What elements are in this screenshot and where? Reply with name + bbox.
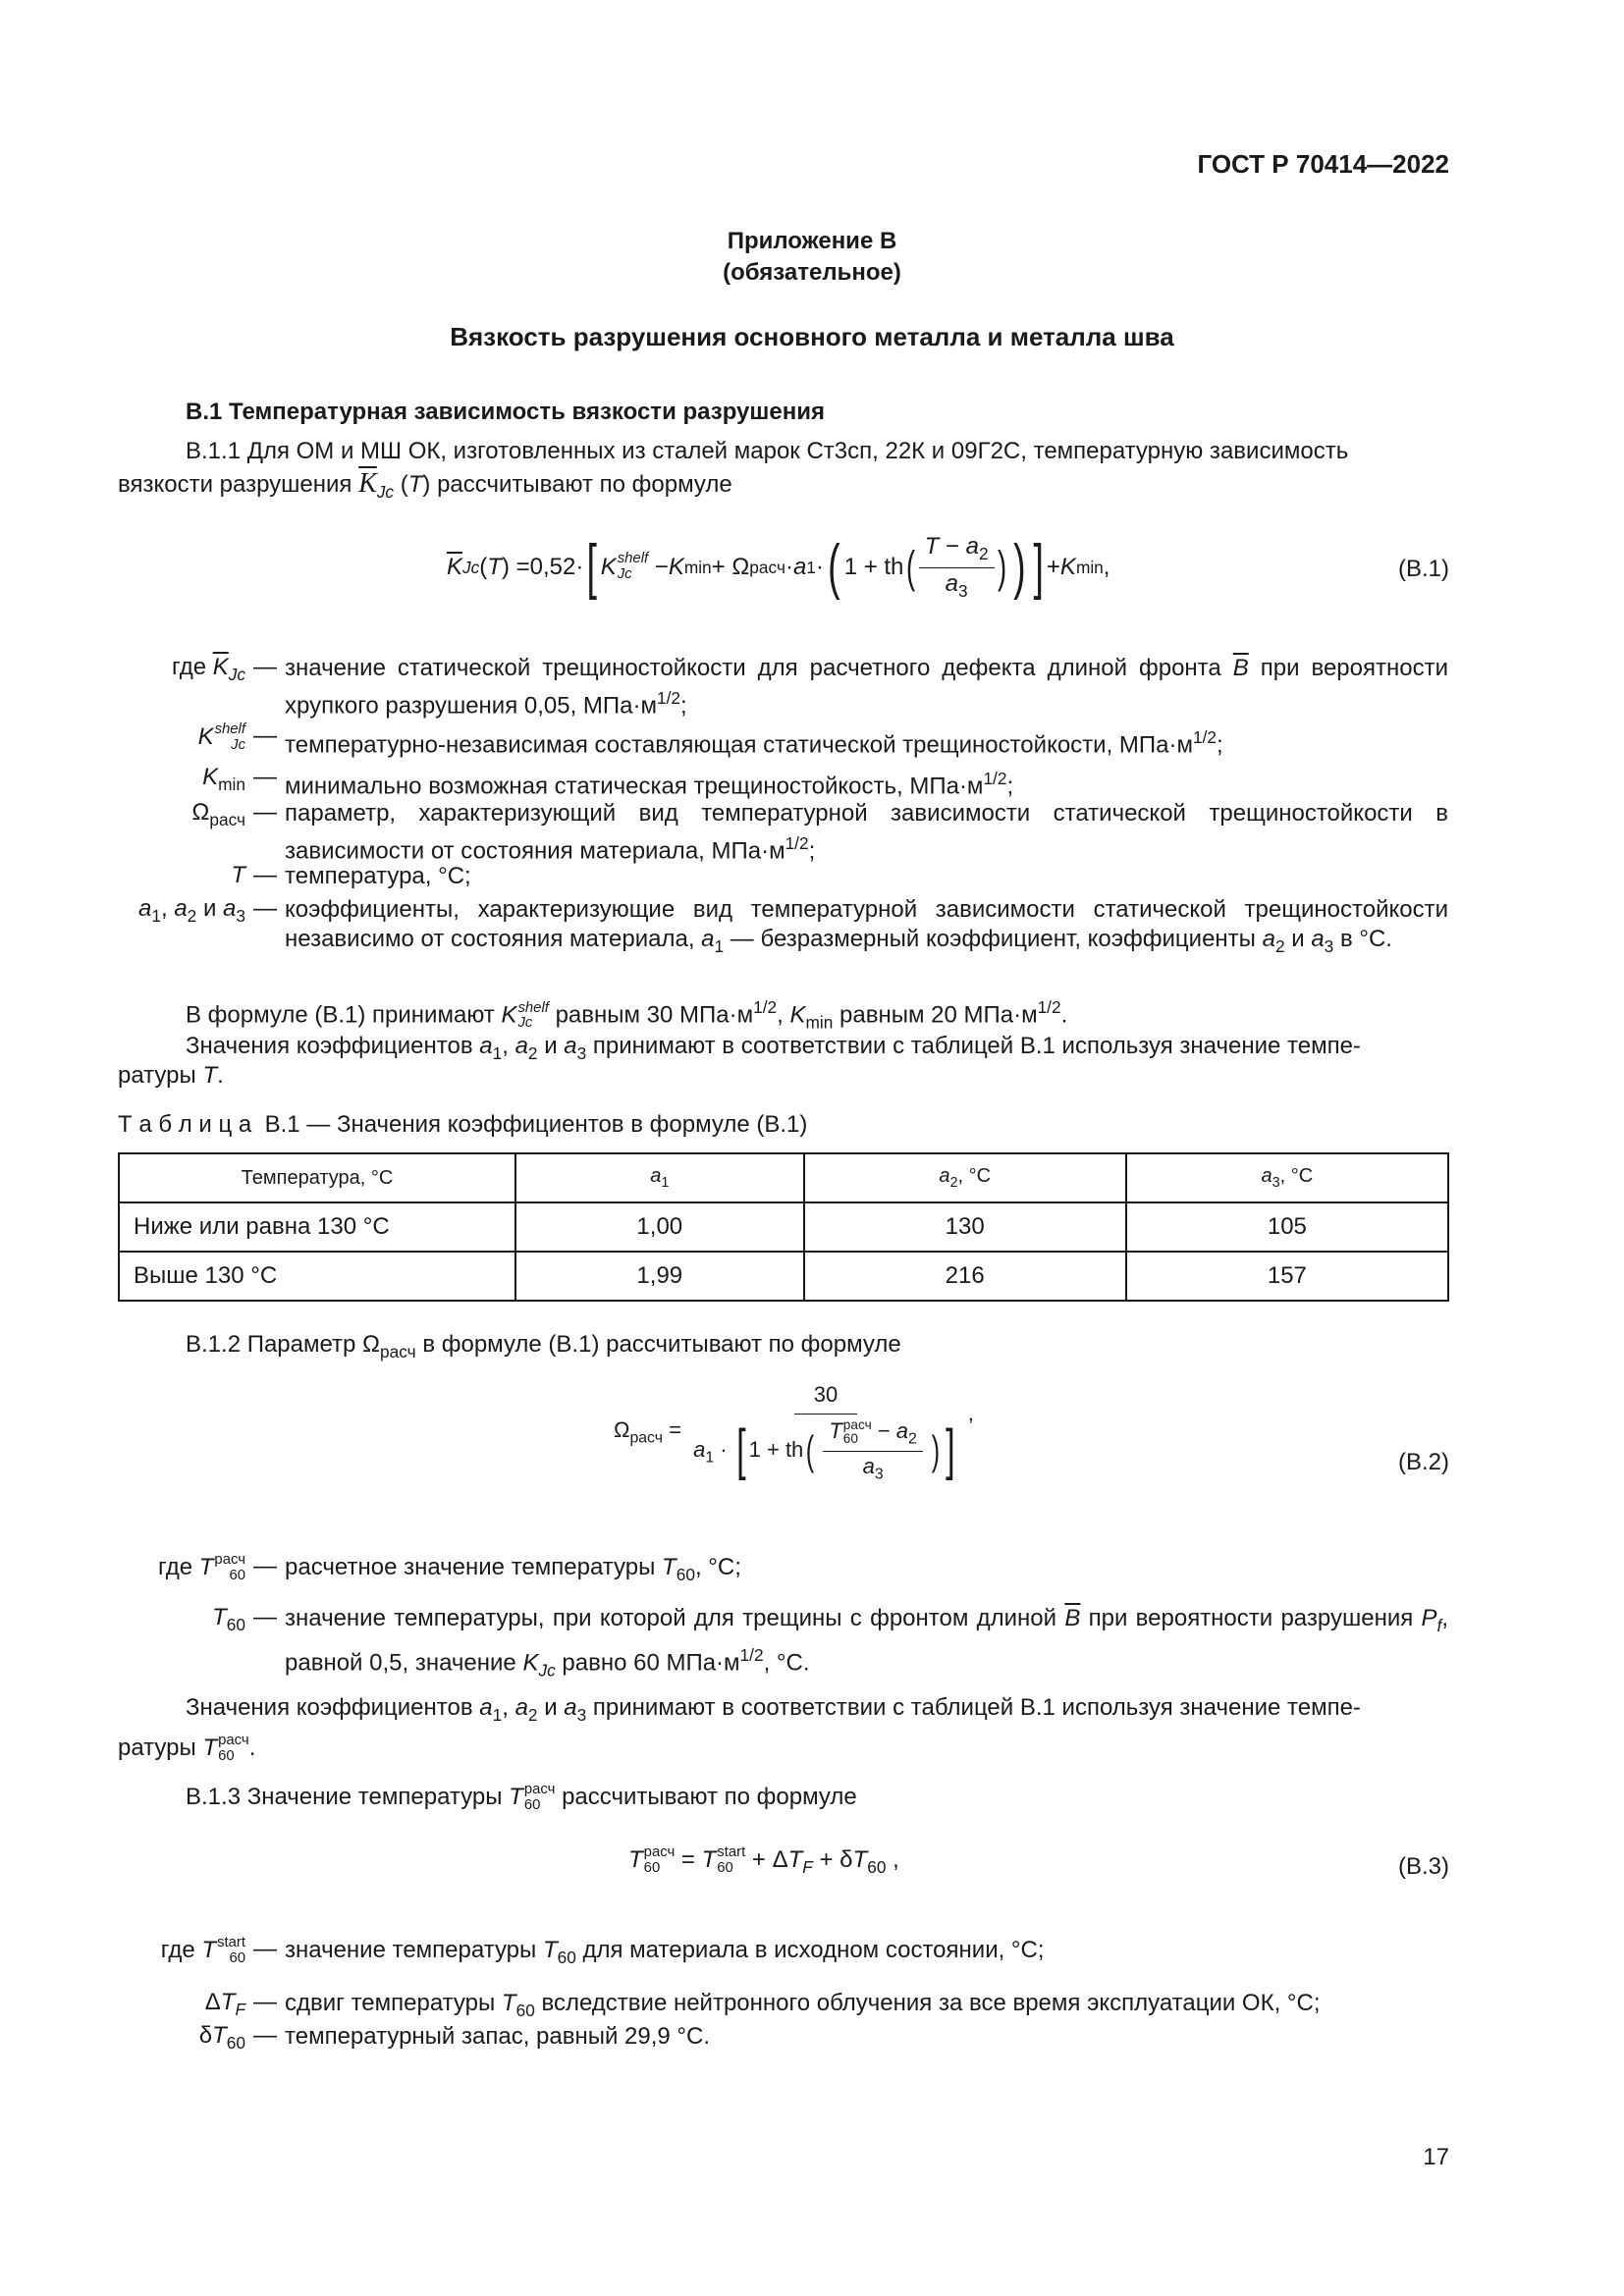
cell: 1,00 xyxy=(515,1202,804,1252)
def-kjc-bar: где $\overline{K}_{Jc}$ — значение статической трещиностойкости для расчетного дефекта длиной фронта $\overline{B}$ при вероятности хрупкого разрушения 0,05, $МПа\cdot м^{1/2}$; xyxy=(172,654,1448,720)
page-number: 17 xyxy=(1423,2144,1449,2170)
annex-heading: Вязкость разрушения основного металла и металла шва xyxy=(450,322,1174,351)
cell: 1,99 xyxy=(515,1252,804,1301)
section-b1-heading: В.1 Температурная зависимость вязкости разрушения xyxy=(186,399,826,425)
table-caption: Т а б л и ц а В.1 — Значения коэффициентов в формуле (В.1) xyxy=(118,1111,808,1138)
def-omega: $\Omega_{расч}$ — параметр, характеризующий вид температурной зависимости статической трещиностойкости в зависимости от состояния материала, $МПа\cdot м^{1/2}$; xyxy=(191,799,1448,865)
def-kmin: $K_{min}$ — минимально возможная статическая трещиностойкость, $МПа\cdot м^{1/2}$; xyxy=(202,764,1014,800)
cell: Выше 130 °С xyxy=(119,1252,515,1301)
def-t60: $T_{60}$ — значение температуры, при которой для трещины с фронтом длиной $\overline{B}$ при вероятности разрушения $P_f$, равной 0,5, значение $K_{Jc}$ равно 60 $МПа\cdot м^{1/2}$, °С. xyxy=(212,1604,1449,1681)
def-kjc-shelf: K shelf Jc — температурно-независимая составляющая статической трещиностойкости, $МПа\cdot м^{1/2}$; xyxy=(197,721,1223,759)
section-b1-para-line2: вязкости разрушения $\overline{K}_{Jc}$ (T) рассчитывают по формуле xyxy=(118,468,732,503)
annex-status: (обязательное) xyxy=(723,259,901,286)
para-accept-line2: Значения коэффициентов $a_1$, $a_2$ и $a_3$ принимают в соответствии с таблицей В.1 используя значение темпе- xyxy=(186,1033,1361,1064)
header-a1: $a_1$ xyxy=(515,1153,804,1202)
def-t60-start: где T start 60 — значение температуры $T_{60}$ для материала в исходном состоянии, °С; xyxy=(160,1935,1045,1968)
header-a2: $a_2$, °С xyxy=(804,1153,1126,1202)
para-accept-line3: ратуры T. xyxy=(118,1062,224,1089)
cell: 105 xyxy=(1126,1202,1448,1252)
section-b1-para-line1: В.1.1 Для ОМ и МШ ОК, изготовленных из сталей марок Ст3сп, 22К и 09Г2С, температурную зависимость xyxy=(186,438,1349,464)
cell: Ниже или равна 130 °С xyxy=(119,1202,515,1252)
section-b12-text: В.1.2 Параметр $\Omega_{расч}$ в формуле (В.1) рассчитывают по формуле xyxy=(186,1331,901,1362)
table-row xyxy=(119,1252,1448,1301)
coefficients-table xyxy=(118,1152,1449,1302)
formula-b3: T расч 60 = T start 60 + $\Delta T_F + \delta T_{60}$ , xyxy=(628,1844,899,1877)
def-t60-rasch: где T расч 60 — расчетное значение температуры $T_{60}$, °С; xyxy=(158,1552,741,1585)
formula-b3-number: (В.3) xyxy=(1397,1853,1449,1880)
cell: 130 xyxy=(804,1202,1126,1252)
standard-number: ГОСТ Р 70414—2022 xyxy=(1197,149,1449,179)
def-delta-tf: $\Delta T_F$ — сдвиг температуры $T_{60}$ вследствие нейтронного облучения за все время эксплуатации ОК, °С; xyxy=(204,1989,1321,2021)
table-row xyxy=(119,1202,1448,1252)
formula-b2-number: (В.2) xyxy=(1397,1449,1449,1475)
para-accept-line1: В формуле (В.1) принимают K shelf Jc равным 30 $МПа\cdot м^{1/2}$, $K_{min}$ равным 20 $МПа\cdot м^{1/2}$. xyxy=(186,997,1068,1033)
table-header-row xyxy=(119,1153,1448,1202)
cell: 157 xyxy=(1126,1252,1448,1301)
def-coefficients: $a_1$, $a_2$ и $a_3$ — коэффициенты, характеризующие вид температурной зависимости статической трещиностойкости независимо от состояния материала, $a_1$ — безразмерный коэффициент, коэффициенты $a_2$ и $a_3$ в °С. xyxy=(138,895,1448,957)
header-a3: $a_3$, °С xyxy=(1126,1153,1448,1202)
para-coeff2-line1: Значения коэффициентов $a_1$, $a_2$ и $a_3$ принимают в соответствии с таблицей В.1 используя значение темпе- xyxy=(186,1694,1361,1726)
section-b13-text: В.1.3 Значение температуры T расч 60 рассчитывают по формуле xyxy=(186,1782,857,1813)
formula-b2: $\Omega_{расч}$ = 30 $a_1$ · [ 1 + th( T расч 60 − $a_2$ $a_3$ ) ] , xyxy=(614,1382,974,1483)
formula-b1-number: (В.1) xyxy=(1397,556,1449,582)
formula-b1: $\overline{K}$ Jc ( T ) = 0,52 · [ K shelf Jc − K min + Ω расч · a 1 · ( 1 + th ( $\frac{T - a_2}{a_3}$ ) ) ] + K min , xyxy=(447,532,1110,601)
para-coeff2-line2: ратуры T расч 60 . xyxy=(118,1733,256,1764)
def-t: T — температура, °С; xyxy=(231,862,471,889)
def-delta-t60: $\delta T_{60}$ — температурный запас, равный 29,9 °С. xyxy=(198,2022,711,2054)
header-temperature: Температура, °С xyxy=(119,1153,515,1202)
annex-title: Приложение В xyxy=(727,228,897,254)
cell: 216 xyxy=(804,1252,1126,1301)
